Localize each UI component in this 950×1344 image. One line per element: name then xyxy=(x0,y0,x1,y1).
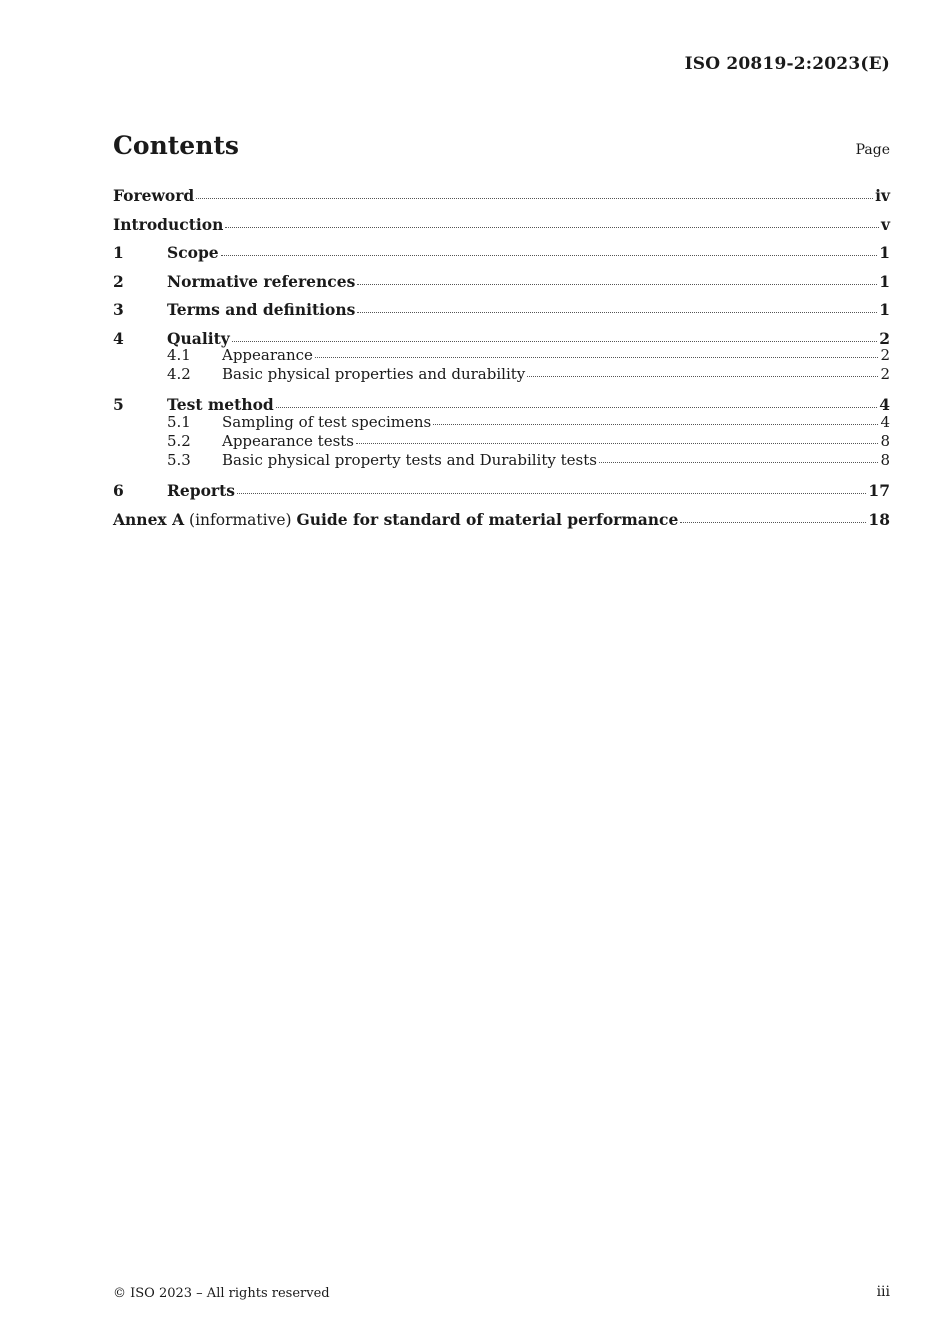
toc-entry-title: Test method xyxy=(167,395,274,415)
toc-entry-number: 5.3 xyxy=(167,451,191,470)
toc-entry-title: Normative references xyxy=(167,271,356,291)
leader-dots xyxy=(599,462,878,463)
document-id: ISO 20819-2:2023(E) xyxy=(684,54,890,74)
toc-entry-page: 2 xyxy=(879,328,890,348)
toc-entry-page: 18 xyxy=(868,509,890,529)
toc-entry-page: 1 xyxy=(879,300,890,319)
toc-entry-title: Appearance xyxy=(222,346,313,364)
toc-entry-page: 17 xyxy=(868,481,890,501)
leader-dots xyxy=(225,227,879,228)
toc-entry-page: iv xyxy=(875,186,890,205)
toc-entry-basic-physical-properties[interactable] xyxy=(113,365,890,393)
toc-entry-page: 2 xyxy=(880,346,890,364)
leader-dots xyxy=(527,376,878,377)
toc-entry-title: Terms and definitions xyxy=(167,300,356,319)
toc-entry-physical-property-tests[interactable] xyxy=(113,451,890,479)
toc-entry-normative-references[interactable] xyxy=(113,270,890,299)
annex-qualifier: (informative) xyxy=(184,510,297,529)
toc-entry-number: 4 xyxy=(113,328,124,348)
toc-entry-title: Reports xyxy=(167,481,235,501)
toc-entry-title: Basic physical property tests and Durability tests xyxy=(222,451,597,470)
leader-dots xyxy=(276,407,877,408)
toc-entry-annex-a[interactable] xyxy=(113,508,890,537)
leader-dots xyxy=(232,341,877,342)
toc-entry-title: Scope xyxy=(167,243,219,262)
leader-dots xyxy=(433,424,878,425)
toc-entry-quality[interactable] xyxy=(113,327,890,347)
annex-title: Guide for standard of material performance xyxy=(296,509,679,529)
toc-entry-title: Basic physical properties and durability xyxy=(222,365,526,384)
leader-dots xyxy=(221,255,878,256)
toc-entry-test-method[interactable] xyxy=(113,393,890,413)
toc-entry-number: 1 xyxy=(113,243,124,262)
toc-entry-page: v xyxy=(880,214,890,234)
toc-entry-number: 5.2 xyxy=(167,432,191,451)
toc-entry-number: 2 xyxy=(113,271,124,291)
toc-entry-title: Appearance tests xyxy=(222,432,355,451)
leader-dots xyxy=(357,312,877,313)
annex-label: Annex A xyxy=(113,509,185,529)
footer-copyright: © ISO 2023 – All rights reserved xyxy=(113,1286,330,1301)
toc-entry-foreword[interactable] xyxy=(113,184,890,213)
toc-entry-number: 6 xyxy=(113,481,124,501)
toc-entry-number: 5.1 xyxy=(167,412,191,431)
toc-entry-page: 4 xyxy=(880,412,890,431)
page-column-label: Page xyxy=(855,142,890,158)
leader-dots xyxy=(315,357,879,358)
leader-dots xyxy=(356,443,878,444)
toc-entry-page: 1 xyxy=(879,243,890,262)
toc-entry-title: Foreword xyxy=(113,186,195,205)
toc-entry-page: 1 xyxy=(879,271,890,291)
footer-page-number: iii xyxy=(876,1284,890,1300)
contents-title: Contents xyxy=(113,131,240,160)
toc-entry-page: 2 xyxy=(880,365,890,384)
toc-entry-page: 4 xyxy=(879,395,890,415)
toc-entry-reports[interactable] xyxy=(113,479,890,508)
leader-dots xyxy=(680,522,866,523)
leader-dots xyxy=(237,493,866,494)
toc-entry-appearance[interactable] xyxy=(113,346,890,365)
toc-entry-page: 8 xyxy=(880,451,890,470)
toc-entry-introduction[interactable] xyxy=(113,213,890,242)
toc-entry-sampling[interactable] xyxy=(113,413,890,432)
toc-entry-number: 3 xyxy=(113,300,124,319)
table-of-contents xyxy=(113,184,890,536)
toc-entry-appearance-tests[interactable] xyxy=(113,432,890,451)
leader-dots xyxy=(196,198,873,199)
toc-entry-title: Quality xyxy=(167,328,230,348)
toc-entry-page: 8 xyxy=(880,432,890,451)
toc-entry-number: 4.1 xyxy=(167,346,191,364)
toc-entry-title: Introduction xyxy=(113,214,224,234)
toc-entry-number: 4.2 xyxy=(167,365,191,384)
leader-dots xyxy=(357,284,877,285)
toc-entry-title: Sampling of test specimens xyxy=(222,412,432,431)
toc-entry-terms-and-definitions[interactable] xyxy=(113,298,890,327)
toc-entry-scope[interactable] xyxy=(113,241,890,270)
toc-entry-number: 5 xyxy=(113,395,124,415)
